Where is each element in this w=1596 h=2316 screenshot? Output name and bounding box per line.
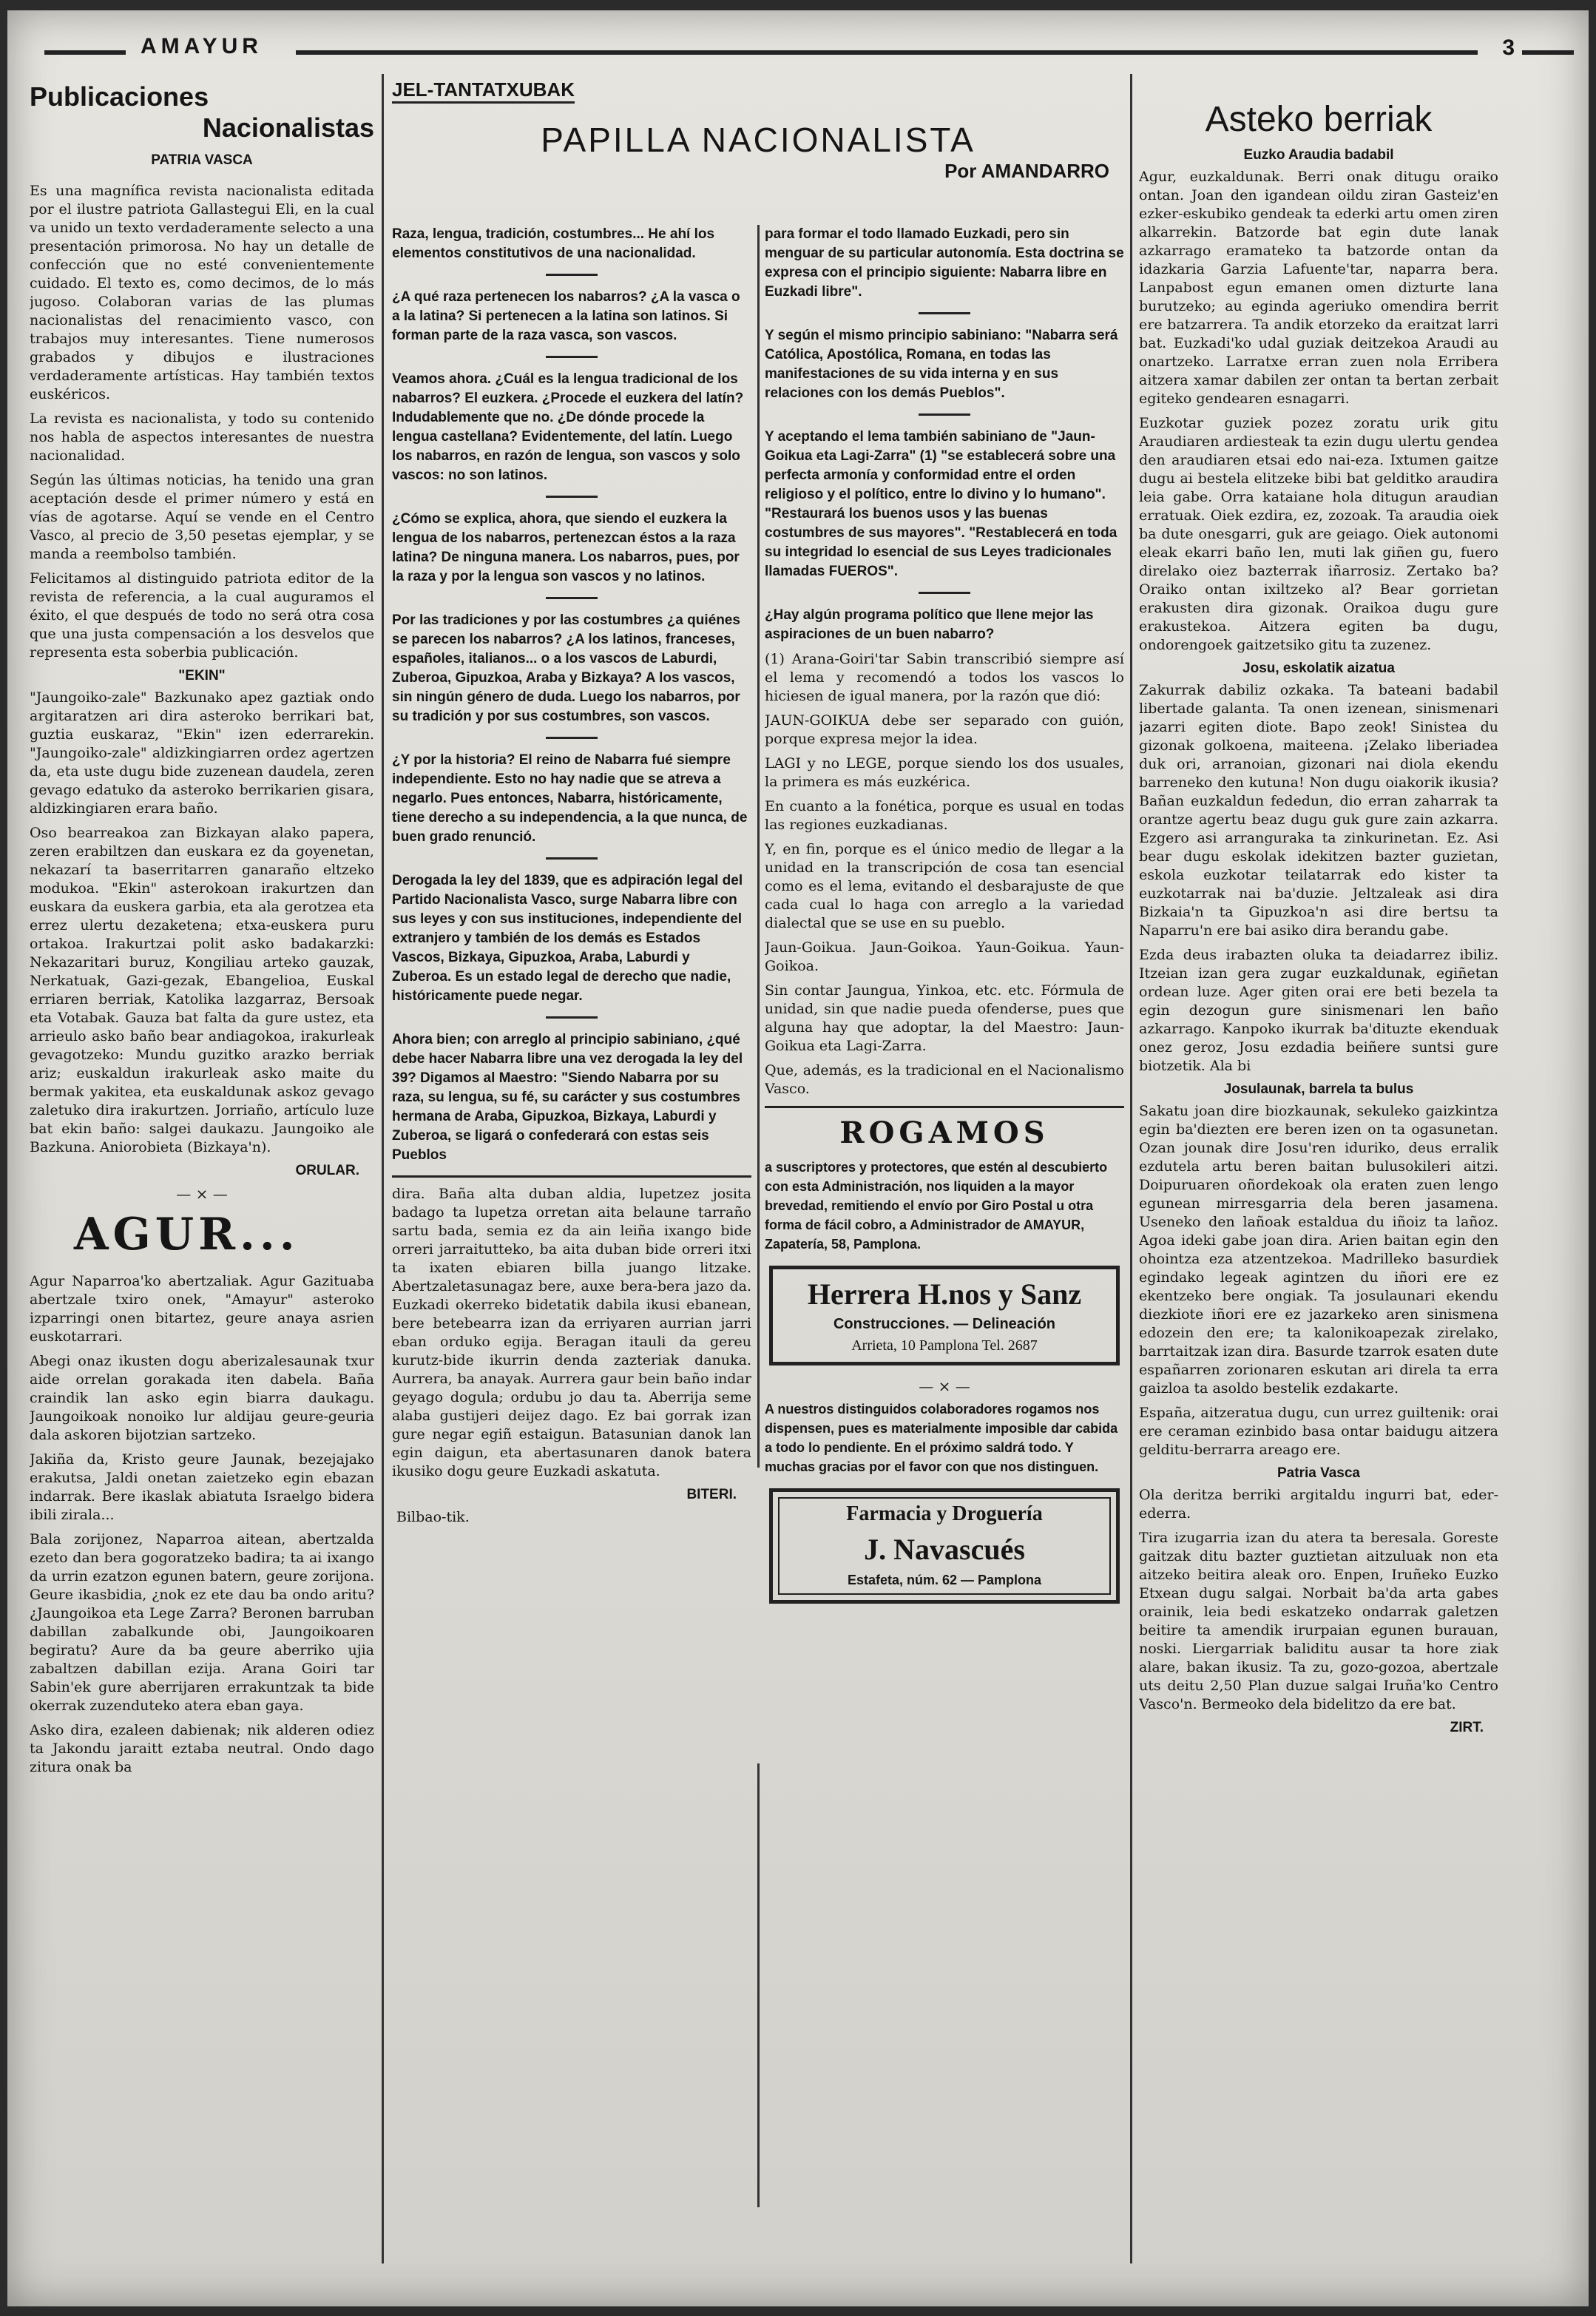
notice-text: A nuestros distinguidos colaboradores rogamos nos dispensen, pues es materialmente imposible dar cabida a todo lo pendiente. En el próximo saldrá todo. Y muchas gracias por el favor con que nos distinguen.: [765, 1402, 1118, 1474]
asteko-signature: ZIRT.: [1450, 1720, 1484, 1735]
advert-herrera-address: Arrieta, 10 Pamplona Tel. 2687: [851, 1337, 1038, 1354]
separator: [546, 496, 598, 498]
asteko-paragraph: Ezda deus irabazten oluka ta deiadarrez ibiliz. Itzeian izan gera zugar euzkaldunak, egiñetan ordean luze. Ager giten orai ere beti bezela ta egin dezogun gure sinismenari len baño azkarrago. Kanpoko ikurrak ba'dituzte ekenduak onez geroz, Josu ezdadia beiñere suntsi gure biotzetik. Ala bi: [1139, 947, 1498, 1074]
publicaciones-paragraph: La revista es nacionalista, y todo su contenido nos habla de aspectos interesantes de nuestra nacionalidad.: [30, 411, 374, 464]
papilla-paragraph: ¿Hay algún programa político que llene mejor las aspiraciones de un buen nabarro?: [765, 607, 1094, 642]
advert-navascues: [769, 1488, 1120, 1604]
agur-paragraph: Abegi onaz ikusten dogu aberizalesaunak txur aide orrelan gorakada iten dabela. Baña craindik lan asko egin biarra daukagu. Jaungoikoak nonoiko lur aldijau geure-geuria dala askoren bijotzian sartzeko.: [30, 1353, 374, 1443]
separator: — × —: [919, 1377, 970, 1395]
advert-navascues-address: Estafeta, núm. 62 — Pamplona: [847, 1573, 1042, 1587]
footnote-paragraph: Que, además, es la tradicional en el Nacionalismo Vasco.: [765, 1062, 1124, 1097]
asteko-subheading: Josulaunak, barrela ta bulus: [1223, 1081, 1414, 1097]
separator: [546, 597, 598, 599]
agur-paragraph: Jakiña da, Kristo geure Jaunak, bezejajako erakutsa, Jaldi onetan zaietzeko egin ebazan indarrak. Bere ikaslak abiatuta Israelgo bidera ibili zirala...: [30, 1451, 374, 1523]
papilla-byline: Por AMANDARRO: [944, 160, 1109, 182]
ekin-paragraph: Oso bearreakoa zan Bizkayan alako papera, zeren erabiltzen dan euskara ez da goyenetan, nekazarí ta baserritarren ganaraño eltzeko modukoa. "Ekin" asterokoan irakurtzen dan euskara da euskera garbia, eta ala gerotzea eta errez ulertu dezaketena; etxa-euskera puru ortakoa. Irakurtzai polit asko badakarzki: Nekazaritari buruz, Kongiliau arteko gauzak, Nerkatuak, Gazi-gezak, Ebangelioa, Euskal erriaren berriak, Katolika lazgarraz, Bersoak eta Votabak. Gauza bat falta da gure ustez, eta arrieulo asko baño bear andiagokoa, irakurleak gevagotzeko: Mundu guzitko arazko berriak ariz; euskaldun irakurleak asko maite du bermak yakitea, eta euskaldunak askoz gevago zaletuko dira irakurtzen. Jorriaño, artículo luze bat ekin baño: salgei daukazu. Jaungoiko ale Bazkuna. Aniorobieta (Bizkaya'n).: [30, 825, 374, 1155]
footnote-paragraph: Jaun-Goikua. Jaun-Goikoa. Yaun-Goikua. Yaun-Goikoa.: [765, 939, 1124, 974]
agur-paragraph: Agur Naparroa'ko abertzaliak. Agur Gazituaba abertzale txiro onek, "Amayur" asteroko izparringi onen bitartez, geure anaya asrien euskotarrari.: [30, 1273, 374, 1345]
footnote-paragraph: En cuanto a la fonética, porque es usual en todas las regiones euzkadianas.: [765, 798, 1124, 833]
papilla-paragraph: Ahora bien; con arreglo al principio sabiniano, ¿qué debe hacer Nabarra libre una vez derogada la ley del 39? Digamos al Maestro: "Siendo Nabarra por su raza, su lengua, su fé, su carácter y sus costumbres hermana de Araba, Gipuzkoa, Bizkaya, Laburdi y Zuberoa, se ligará o confederará con estas seis Pueblos: [392, 1032, 743, 1163]
papilla-paragraph: Derogada la ley del 1839, que es adpiración legal del Partido Nacionalista Vasco, surge Nabarra libre con sus leyes y con sus instituciones, independiente del extranjero y también de los demás es Estados Vascos, Bizkaya, Gipuzkoa, Araba, Laburdi y Zuberoa. Es un estado legal de derecho que nadie, históricamente puede negar.: [392, 873, 743, 1004]
papilla-paragraph: Y aceptando el lema también sabiniano de "Jaun-Goikua eta Lagi-Zarra" (1) "se establecerá sobre una perfecta armonía y conformidad entre el orden religioso y el político, entre lo divino y lo humano". "Restaurará los buenos usos y las buenas costumbres de sus mayores". "Restablecerá en toda su integridad lo esencial de sus Leyes tradicionales llamadas FUEROS".: [765, 429, 1117, 579]
footnote-paragraph: JAUN-GOIKUA debe ser separado con guión, porque expresa mejor la idea.: [765, 712, 1124, 747]
ekin-signature: ORULAR.: [295, 1163, 359, 1178]
separator: [546, 737, 598, 739]
header-rule-right: [1522, 50, 1574, 55]
advert-navascues-line1: Farmacia y Droguería: [846, 1502, 1043, 1525]
asteko-paragraph: Ola deritza berriki argitaldu ingurri bat, eder-ederra.: [1139, 1487, 1498, 1522]
euskara-signature: BITERI.: [686, 1487, 737, 1502]
separator: — × —: [176, 1185, 228, 1203]
asteko-paragraph: Zakurrak dabiliz ozkaka. Ta bateani badabil libertade galanta. Ta onen izenean, sinismenari jazarri egiten diote. Bapo zeok! Sinistea du gizonak golkoena, maiteena. ¡Zelako liberiadea duk ori, arranoian, gizonari nai diola ekendu barreneko den kutuna! Non dugu oiakorik ikusia? Bañan euzkaldun fededun, dio erran zaharrak ta orantze agertu beaz dugu guk gure zain azkarra. Ezgero asi arranguraka ta zinkurinetan. Ez. Asi bear dugu eskolak idekitzen bazter guzietan, eskola euzkotar teilatarrak edo kister ta euzkotarrak nai ba'duzie. Jeltzaleak asi dira Bizkaia'n ta Gipuzkoa'n asi dire bertsu ta Naparru'n ere bai asiko dira berandu gabe.: [1139, 682, 1498, 939]
publicaciones-paragraph: Felicitamos al distinguido patriota editor de la revista de referencia, a la cual auguramos el éxito, el que después de todo no será otra cosa que una justa compensación a los desvelos que representa esta soberbia publicación.: [30, 570, 374, 661]
papilla-header: [392, 78, 1124, 226]
rogamos-text: a suscriptores y protectores, que estén al descubierto con esta Administración, nos liquiden a la mayor brevedad, remitiendo el envío por Giro Postal u otra forma de fácil cobro, a Administrador de AMAYUR, Zapatería, 58, Pamplona.: [765, 1160, 1108, 1252]
separator: [546, 356, 598, 358]
asteko-subheading: Josu, eskolatik aizatua: [1242, 661, 1395, 676]
page-number: 3: [1502, 36, 1515, 60]
asteko-paragraph: Tira izugarria izan du atera ta beresala. Goreste gaitzak ditu bazter guztietan aitzuluak non eta aitzeko beitira aleak oro. Enpen, Iruñeko Euzko Etxean dugu salgai. Norbait ba'da arta gabes orainik, leia bedi eskatzeko ondarrak galetzen beitire ta amendik irurpaian egunen burauan, noski. Liergarriak baliditu ausar ta hore ziak alare, bakan ikusiz. Ta zu, gozo-gozoa, abertzale uts deitu 2,50 Plan duzue salgai Iruña'ko Centro Vasco'n. Bermeoko dela bidelitzo da ere bat.: [1139, 1530, 1498, 1712]
agur-paragraph: Bala zorijonez, Naparroa aitean, abertzalda ezeto dan bera gogoratzeko badira; ta ai ixango da urrin ezatzon egunen batern, geure zorijona. Geure ikasbidia, ¿nok ez ete dau ba ondo aritu? ¿Jaungoikoa eta Lege Zarra? Beronen barruban dabillan zabalkunde obi, Jaungoikoaren begiratu? Aure da ba geure aberriko ujia zabaltzen dabillan ezija. Arana Goiri tar Sabin'ek gure aberrijaren errakuntzak ta bide okerrak zuzenduteko atera eban gaya.: [30, 1531, 374, 1714]
publicaciones-title-1: Publicaciones: [30, 81, 209, 112]
papilla-paragraph: Veamos ahora. ¿Cuál es la lengua tradicional de los nabarros? El euzkera. ¿Procede el euzkera del latín? Indudablemente que no. ¿De dónde procede la lengua castellana? Evidentemente, del latín. Luego los nabarros, en razón de lengua, son vascos y solo vascos: no son latinos.: [392, 371, 744, 483]
column-asteko-berriak: [1139, 81, 1498, 2293]
separator: [546, 857, 598, 860]
page-header: [30, 30, 1574, 59]
footnote-paragraph: (1) Arana-Goiri'tar Sabin transcribió siempre así el lema y recomendó a todos los vascos lo hiciesen de igual manera, por la razón que dió:: [765, 651, 1124, 704]
euskara-paragraph: dira. Baña alta duban aldia, lupetzez josita badago ta lupetza orretan aita belaune tarraño sartu bada, semia ez da ain leiña ixango bide orreri jarraitutteko, ba aita duban bide orreri itxi ta ixaten ebiaren billa juango litzake. Abertzaletasunagaz bere, auxe bera-bera jazo da. Euzkadi okerreko bidetatik dabila ikusi ebanean, bere betebearra izan da erriyaren aurrian jarri eban orduko egija. Beragan itauli da gereu kurutz-bide ikurrin denda zazteriak danuka. Aurrera, ba anayak. Aurrera gaur bein baño indar geyago dogula; ordubu jo dau ta. Aberrija seme alaba gustijeri deijez dago. Ez bai gorrak izan gure negar egiñ estaigun. Batasunian danok lan egin daigun, eta abertasunaren danok batera ikusiko dogu geure Euzkadi askatuta.: [392, 1186, 751, 1479]
paper-name: AMAYUR: [141, 34, 263, 58]
publicaciones-paragraph: Es una magnífica revista nacionalista editada por el ilustre patriota Gallastegui Eli, en la cual va unido un texto verdaderamente selecto a una presentación primorosa. No hay un detalle de confección que no esté convenientemente cuidado. El texto es, como decimos, de lo más jugoso. Colaboran varias de las plumas nacionalistas del renacimiento vasco, con trabajos muy interesantes. Tiene numerosos grabados y dibujos e ilustraciones verdaderamente artísticas. Hay también textos euskéricos.: [30, 183, 374, 402]
euskara-place: Bilbao-tik.: [396, 1509, 470, 1525]
papilla-paragraph: Raza, lengua, tradición, costumbres... He ahí los elementos constitutivos de una nacionalidad.: [392, 226, 715, 261]
agur-paragraph: Asko dira, ezaleen dabienak; nik alderen odiez ta Jakondu jaraitt eztaba neutral. Ondo dago zitura onak ba: [30, 1722, 374, 1775]
asteko-subheading: Patria Vasca: [1277, 1465, 1360, 1481]
rogamos-title: ROGAMOS: [839, 1115, 1049, 1150]
patria-vasca-subtitle: PATRIA VASCA: [151, 152, 253, 168]
column-rule-1: [382, 74, 384, 2263]
advert-herrera-name: Herrera H.nos y Sanz: [807, 1277, 1082, 1311]
advert-navascues-name: J. Navascués: [864, 1533, 1025, 1566]
section-rule: [765, 1106, 1124, 1108]
publicaciones-title-2: Nacionalistas: [202, 112, 374, 143]
asteko-title: Asteko berriak: [1205, 100, 1433, 139]
papilla-paragraph: ¿Y por la historia? El reino de Nabarra fué siempre independiente. Esto no hay nadie que se atreva a negarlo. Pues entonces, Nabarra, históricamente, tiene derecho a su independencia, a la que nunca, de buen grado renunció.: [392, 752, 748, 845]
column-publicaciones: [30, 81, 374, 2293]
papilla-column-right: [765, 225, 1124, 2222]
asteko-paragraph: Euzkotar guziek pozez zoratu urik gitu Araudiaren ardiesteak ta ezin dugu ulertu gendea den araudiaren etsai edo nai-eza. Ixtumen gaitze dugu ai bestela elitzeke bibi bat gelditko araudira leia gabe. Orra kataiane hola ditugun araudian erratuak. Oiek ezdira, ez, zozoak. Ta araudia oiek ba dute onesgarri, guk are geiago. Oiek autonomi eleak ekarri baño len, muti lak giñen gu, fuero direlako oiez bazterrak iñarrosiz. Zertako ba? Oraiko ontan ixiltzeko al? Bear gorrietan erakusten dira gizonak. Oraikoa dugu gure erakustekoa. Aitzera egiten ba dugu, ondorengoek gaitzetsiko gitu ta zuzenez.: [1139, 415, 1498, 653]
advert-herrera-sub: Construcciones. — Delineación: [833, 1316, 1056, 1332]
separator: [919, 413, 970, 416]
header-rule-left: [44, 50, 126, 55]
separator: [919, 592, 970, 594]
column-rule-2a: [757, 225, 760, 1468]
asteko-paragraph: España, aitzeratua dugu, cun urrez guiltenik: orai ere ceraman ezinbido basa ontar baidugu aitzera gelditu-berrarra areago ere.: [1139, 1405, 1498, 1458]
agur-title: AGUR...: [74, 1209, 300, 1260]
ekin-heading: "EKIN": [178, 668, 226, 683]
header-rule-main: [296, 50, 1478, 55]
papilla-paragraph: para formar el todo llamado Euzkadi, pero sin menguar de su particular autonomía. Esta doctrina se expresa con el principio siguiente: Nabarra libre en Euzkadi libre".: [765, 226, 1124, 300]
asteko-paragraph: Agur, euzkaldunak. Berri onak ditugu oraiko ontan. Joan den igandean oildu ziran Gasteiz'en ezker-eskubiko gendeak ta ederki artu omen ziren alkarrekin. Batzorde bat egin dute lanak azkarrago eramateko ta batzorde ontan da idazkaria Garzia Lafuente'tar, naparra bera. Lanpabost egun emanen omen dizturte lana burutzeko; au eginda ageriuko omendira berrit ere batzarrera. Ta andik etorzeko da eraitzat larri bat. Euzkadi'ko udal guziak deitzekoa Araudi au onartzeko. Larratxe erran zuen nola Erribera aitzera xamar dabilen zer ontan ta bertan zerbait egiteko gendearen esnagarri.: [1139, 169, 1498, 407]
column-rule-2b: [757, 1763, 760, 2207]
footnote-paragraph: Y, en fin, porque es el único medio de llegar a la unidad en la transcripción de cosa tan esencial como es el lema, evitando el desbarajuste de que cada cual lo haga con arreglo a la variedad dialectal que se use en su pueblo.: [765, 841, 1124, 931]
publicaciones-paragraph: Según las últimas noticias, ha tenido una gran aceptación desde el primer número y está en vías de agotarse. Aquí se vende en el Centro Vasco, al precio de 3,50 pesetas ejemplar, y se manda a reembolso también.: [30, 472, 374, 562]
asteko-paragraph: Sakatu joan dire biozkaunak, sekuleko gaizkintza egin ba'diezten ere beren izen on ta ogasunetan. Ozan jounak dire Josu'ren iduriko, deus erralik ezdutela artu beren baitan bulusokileri aitzi. Doipuruaren oñordekoak ola eraten zuen lengo egunean mirresgarria dela beren jasamena. Useneko den lañoak estaldua du iñoiz ta lañoz. Agoa ideki gabe joan dira. Arien baitan egin den ohointza eza atzentzekoa. Madrilleko basurdiek egindako legeak agintzen du iñori ere ez ekentzeko bere ongiak. Ta josulaunari ekendu diezkiote iñori ere ez jazarkeko aren sinismena edozein den ere; ta kalonikoapezak zirelako, barrtaitzak izan dira. Basurde tzarrok esaten dute españarren zorionaren eskutan ari direla ta erra gaizloa ta asoldo bestelik ezdakarte.: [1139, 1103, 1498, 1397]
asteko-subheading: Euzko Araudia badabil: [1243, 147, 1394, 163]
separator: [546, 1016, 598, 1019]
footnote-paragraph: Sin contar Jaungua, Yinkoa, etc. etc. Fórmula de unidad, sin que nadie pueda ofenderse, pues que alguna hay que adoptar, la del Maestro: Jaun-Goikua eta Lagi-Zarra.: [765, 982, 1124, 1054]
papilla-paragraph: Y según el mismo principio sabiniano: "Nabarra será Católica, Apostólica, Romana, en todas las manifestaciones de su vida interna y en sus relaciones con los demás Pueblos".: [765, 328, 1118, 401]
separator: [919, 312, 970, 314]
papilla-kicker: JEL-TANTATXUBAK: [392, 78, 575, 104]
ekin-paragraph: "Jaungoiko-zale" Bazkunako apez gaztiak ondo argitaratzen ari dira asteroko berrikari bat, guztia euskaraz, "Ekin" izen ederrarekin. "Jaungoiko-zale" aldizkingiarren ordez agertzen da, eta uste dugu bide zuzenean daudela, zeren gevago edatuko da asteroko berrikarien gisara, aldizkingiaren erara baño.: [30, 689, 374, 817]
papilla-paragraph: Por las tradiciones y por las costumbres ¿a quiénes se parecen los nabarros? ¿A los latinos, franceses, españoles, italianos... o a los vascos de Laburdi, Zuberoa, Gipuzkoa, Araba y Bizkaya? A los vascos, sin ningún género de duda. Luego los nabarros, por su tradición y por sus costumbres, son vascos.: [392, 612, 740, 724]
advert-herrera: [769, 1266, 1120, 1365]
separator: [546, 274, 598, 276]
papilla-column-left: [392, 225, 751, 2222]
papilla-title: PAPILLA NACIONALISTA: [541, 121, 975, 159]
column-rule-3: [1130, 74, 1132, 2263]
section-rule: [392, 1175, 751, 1178]
footnote-paragraph: LAGI y no LEGE, porque siendo los dos usuales, la primera es más euzkérica.: [765, 755, 1124, 790]
newspaper-page: [7, 10, 1589, 2306]
papilla-paragraph: ¿A qué raza pertenecen los nabarros? ¿A la vasca o a la latina? Si pertenecen a la latina son latinos. Si forman parte de la raza vasca, son vascos.: [392, 289, 740, 343]
papilla-paragraph: ¿Cómo se explica, ahora, que siendo el euzkera la lengua de los nabarros, pertenezcan éstos a la raza latina? De ninguna manera. Los nabarros, pues, por la raza y por la lengua son vascos y no latinos.: [392, 511, 740, 584]
